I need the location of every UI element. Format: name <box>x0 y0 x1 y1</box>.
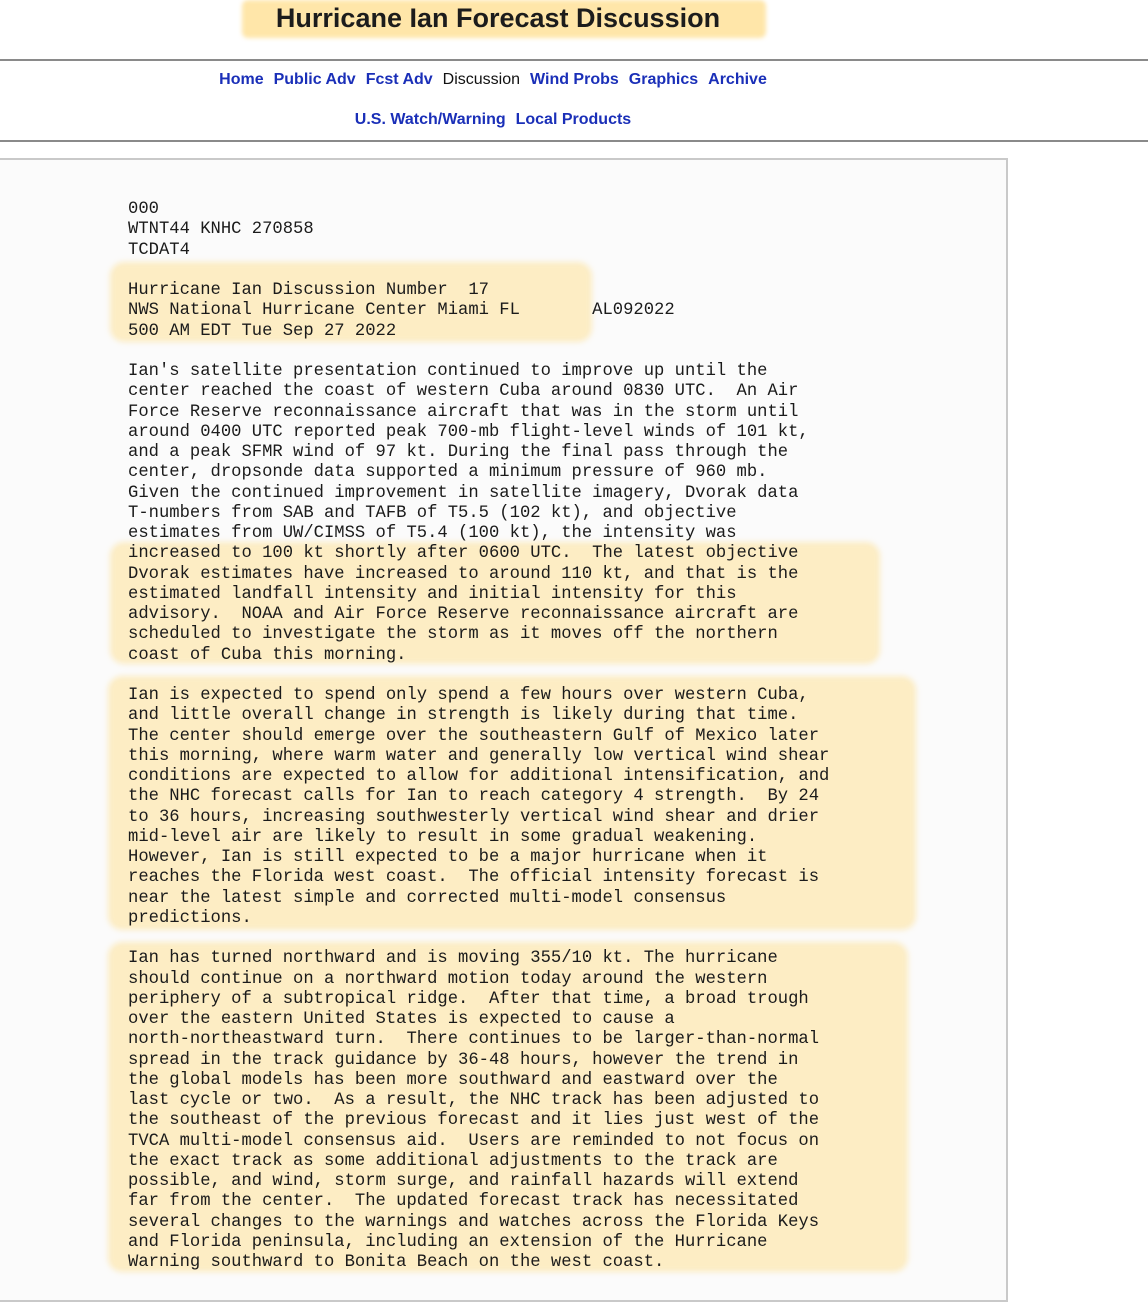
nav-link-discussion: Discussion <box>442 71 521 88</box>
nav-link-archive[interactable]: Archive <box>708 71 767 88</box>
nav-link-u-s-watch-warning[interactable]: U.S. Watch/Warning <box>354 111 506 128</box>
nav-link-fcst-adv[interactable]: Fcst Adv <box>365 71 433 88</box>
nav-link-home[interactable]: Home <box>219 71 264 88</box>
page-header <box>0 0 1148 40</box>
nav-link-graphics[interactable]: Graphics <box>628 71 699 88</box>
bottom-divider <box>0 140 1148 142</box>
discussion-text: 000 WTNT44 KNHC 270858 TCDAT4 Hurricane Ian Discussion Number 17 NWS National Hurricane Center Miami FL AL092022 500 AM EDT Tue Sep 27 2022 Ian's satellite presentation continued to improve up until the center reached the coast of western Cuba around 0830 UTC. An Air Force Reserve reconnaissance aircraft that was in the storm until around 0400 UTC reported peak 700-mb flight-level winds of 101 kt, and a peak SFMR wind of 97 kt. During the final pass through the center, dropsonde data supported a minimum pressure of 960 mb. Given the continued improvement in satellite imagery, Dvorak data T-numbers from SAB and TAFB of T5.5 (102 kt), and objective estimates from UW/CIMSS of T5.4 (100 kt), the intensity was increased to 100 kt shortly after 0600 UTC. The latest objective Dvorak estimates have increased to around 110 kt, and that is the estimated landfall intensity and initial intensity for this advisory. NOAA and Air Force Reserve reconnaissance aircraft are scheduled to investigate the storm as it moves off the northern coast of Cuba this morning. Ian is expected to spend only spend a few hours over western Cuba, and little overall change in strength is likely during that time. The center should emerge over the southeastern Gulf of Mexico later this morning, where warm water and generally low vertical wind shear conditions are expected to allow for additional intensification, and the NHC forecast calls for Ian to reach category 4 strength. By 24 to 36 hours, increasing southwesterly vertical wind shear and drier mid-level air are likely to result in some gradual weakening. However, Ian is still expected to be a major hurricane when it reaches the Florida west coast. The official intensity forecast is near the latest simple and corrected multi-model consensus predictions. Ian has turned northward and is moving 355/10 kt. The hurricane should continue on a northward motion today around the western periphery of a subtropical ridge. After that time, a broad trough over the eastern United States is expected to cause a north-northeastward turn. There continues to be larger-than-normal spread in the track guidance by 36-48 hours, however the trend in the global models has been more southward and eastward over the last cycle or two. As a result, the NHC track has been adjusted to the southeast of the previous forecast and it lies just west of the TVCA multi-model consensus aid. Users are reminded to not focus on the exact track as some additional adjustments to the track are possible, and wind, storm surge, and rainfall hazards will extend far from the center. The updated forecast track has necessitated several changes to the warnings and watches across the Florida Keys and Florida peninsula, including an extension of the Hurricane Warning southward to Bonita Beach on the west coast. <box>128 200 830 1272</box>
page-title: Hurricane Ian Forecast Discussion <box>275 3 721 33</box>
nav-link-wind-probs[interactable]: Wind Probs <box>530 71 619 88</box>
nav-bar-primary <box>0 70 986 90</box>
nav-link-public-adv[interactable]: Public Adv <box>273 71 356 88</box>
nav-bar-secondary <box>0 110 986 130</box>
top-divider <box>0 59 1148 61</box>
nav-link-local-products[interactable]: Local Products <box>515 111 632 128</box>
